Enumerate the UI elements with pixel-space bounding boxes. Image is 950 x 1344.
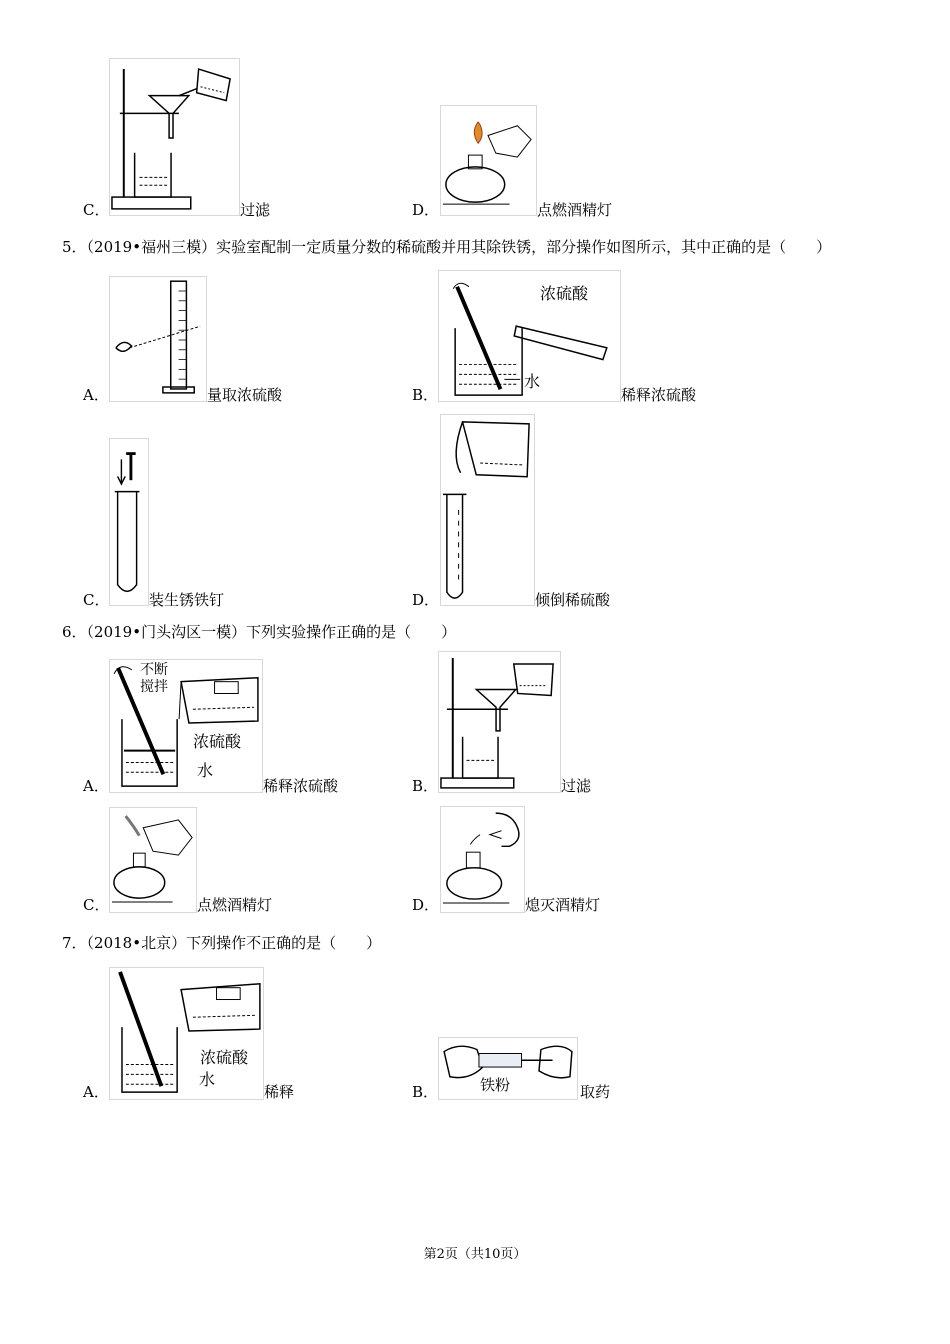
figure-test-tube-nail: [109, 438, 149, 606]
q5-b-label-water: 水: [524, 372, 541, 391]
q6-option-b-letter: B．: [412, 777, 439, 795]
q7-option-a-caption: 稀释: [264, 1083, 295, 1101]
figure-dilute-acid-stirring: [109, 659, 263, 793]
q4-option-d-letter: D．: [412, 201, 440, 219]
q6-option-a-caption: 稀释浓硫酸: [263, 777, 339, 795]
q5-option-d-letter: D．: [412, 591, 440, 609]
page-footer: 第2页（共10页）: [423, 1247, 527, 1262]
q6-a-label-stir-2: 搅拌: [140, 679, 168, 695]
figure-pouring-into-tube: [440, 414, 535, 606]
q6-a-label-acid: 浓硫酸: [193, 732, 242, 751]
q5-option-a-letter: A．: [83, 386, 109, 404]
q6-option-b-caption: 过滤: [561, 777, 592, 795]
q4-option-c-letter: C．: [83, 201, 110, 219]
q5-option-d-caption: 倾倒稀硫酸: [535, 591, 611, 609]
q6-a-label-water: 水: [197, 761, 214, 780]
q7-option-a-letter: A．: [83, 1083, 109, 1101]
q4-option-c-caption: 过滤: [240, 201, 271, 219]
q7-option-b-caption: 取药: [580, 1083, 611, 1101]
figure-lighting-alcohol-lamp: [440, 105, 537, 216]
q5-option-b-letter: B．: [412, 386, 439, 404]
q5-b-label-acid: 浓硫酸: [540, 284, 589, 303]
q5-option-c-letter: C．: [83, 591, 110, 609]
q6-stem: 6．（2019•门头沟区一模）下列实验操作正确的是（ ）: [62, 623, 457, 641]
q7-a-label-water: 水: [199, 1070, 216, 1089]
q7-a-label-acid: 浓硫酸: [200, 1048, 249, 1067]
q7-b-label-powder: 铁粉: [480, 1076, 511, 1094]
figure-dilute-acid-2: [109, 967, 264, 1100]
q7-option-b-letter: B．: [412, 1083, 439, 1101]
figure-lighting-alcohol-lamp-2: [109, 807, 197, 913]
q6-option-d-caption: 熄灭酒精灯: [525, 896, 601, 914]
q5-stem: 5．（2019•福州三模）实验室配制一定质量分数的稀硫酸并用其除铁锈，部分操作如图所示，其中正确的是（ ）: [62, 238, 832, 256]
q6-option-a-letter: A．: [83, 777, 109, 795]
q5-option-b-caption: 稀释浓硫酸: [621, 386, 697, 404]
q6-a-label-stir-1: 不断: [140, 662, 168, 678]
q6-option-c-caption: 点燃酒精灯: [197, 896, 273, 914]
q5-option-a-caption: 量取浓硫酸: [207, 386, 283, 404]
q4-option-d-caption: 点燃酒精灯: [537, 201, 613, 219]
q7-stem: 7．（2018•北京）下列操作不正确的是（ ）: [62, 934, 382, 952]
figure-measuring-cylinder: [109, 276, 207, 402]
figure-filtration-2: [438, 651, 561, 793]
q5-option-c-caption: 装生锈铁钉: [149, 591, 225, 609]
q6-option-d-letter: D．: [412, 896, 440, 914]
figure-filtration: [109, 58, 240, 216]
q6-option-c-letter: C．: [83, 896, 110, 914]
figure-extinguish-lamp: [440, 806, 525, 913]
